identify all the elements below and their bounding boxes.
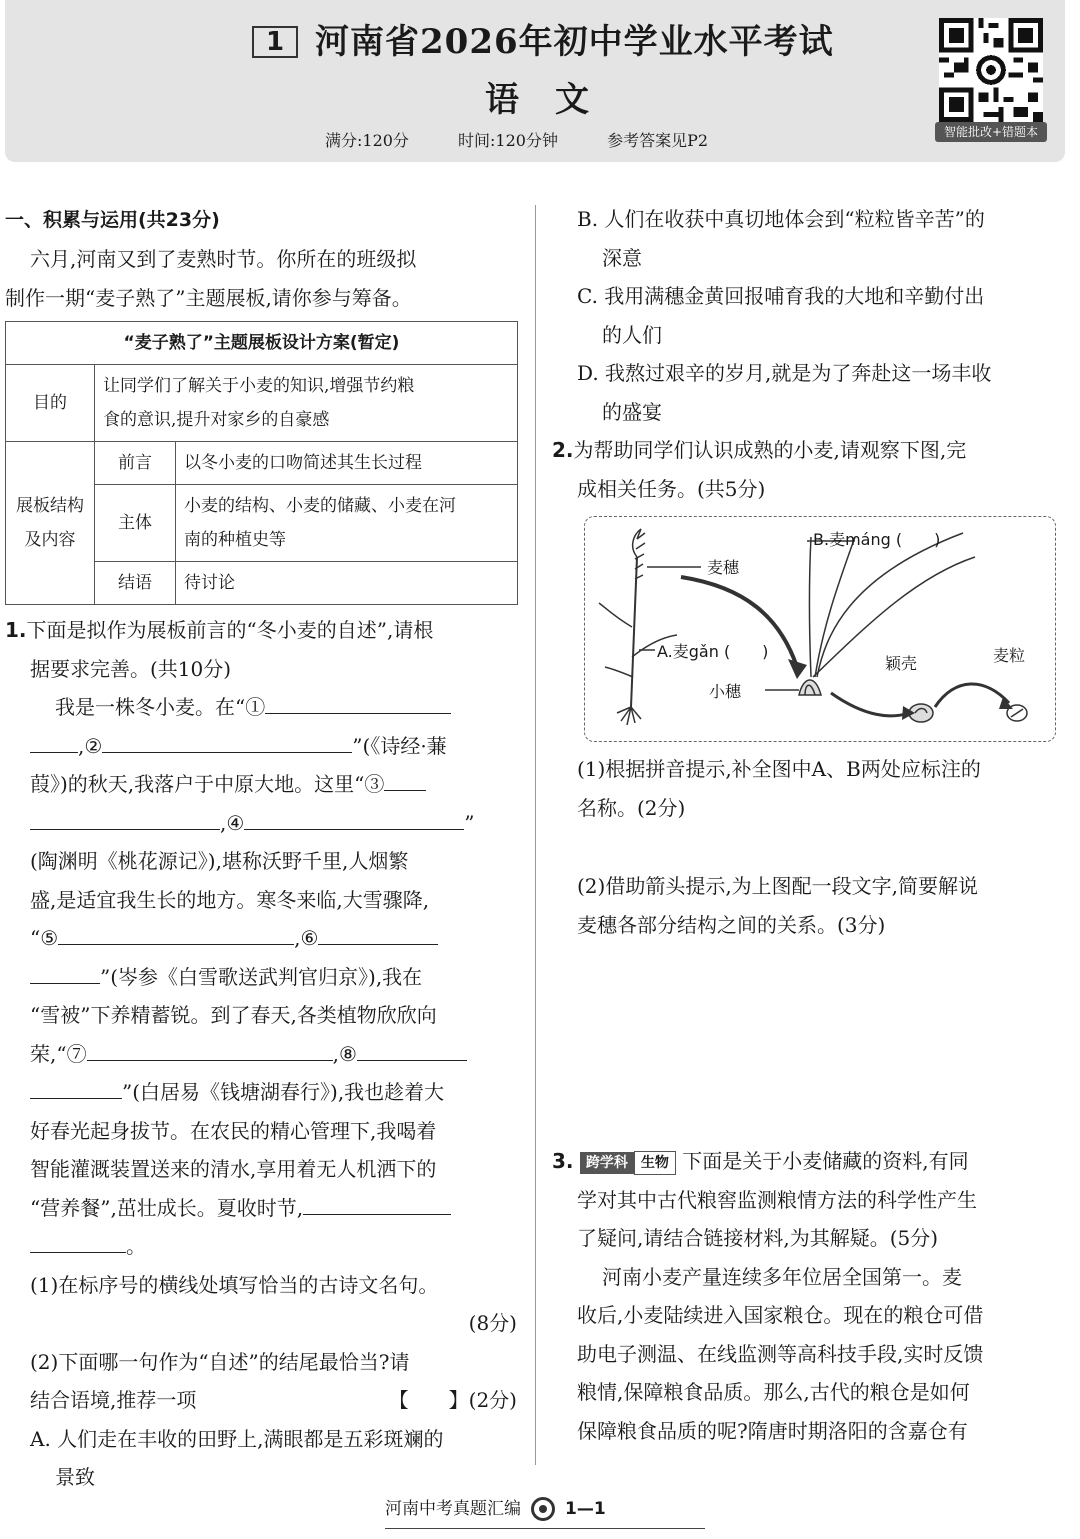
label-maisui: 麦穗 xyxy=(707,558,740,577)
blank-8[interactable] xyxy=(357,1036,467,1061)
q3-stem-line-1 xyxy=(552,1142,1066,1181)
left-column xyxy=(5,200,517,1497)
qr-code-icon[interactable] xyxy=(939,18,1043,122)
material-line-1: 河南小麦产量连续多年位居全国第一。麦 xyxy=(602,1264,962,1289)
intro-line-2: 制作一期“麦子熟了”主题展板,请你参与筹备。 xyxy=(5,285,412,310)
row-label-main: 主体 xyxy=(95,485,176,562)
tag-biology: 生物 xyxy=(634,1151,676,1175)
blank-7[interactable] xyxy=(87,1036,333,1061)
blank-1-cont[interactable] xyxy=(30,728,78,753)
option-a-line-2: 景致 xyxy=(55,1465,95,1489)
blank-2[interactable] xyxy=(102,728,352,753)
blank-6[interactable] xyxy=(318,920,438,945)
material-line-3: 助电子测温、在线监测等高科技手段,实时反馈 xyxy=(577,1341,984,1366)
q1-passage-line-13: 智能灌溉装置送来的清水,享用着无人机洒下的 xyxy=(30,1157,437,1181)
column-divider xyxy=(535,205,536,1465)
purpose-label: 目的 xyxy=(6,365,95,442)
option-a-line-1: A. 人们走在丰收的田野上,满眼都是五彩斑斓的 xyxy=(30,1426,444,1451)
q1-passage-line-1 xyxy=(5,688,517,727)
label-maili: 麦粒 xyxy=(993,646,1026,665)
q1-passage-line-15 xyxy=(5,1227,517,1266)
blank-3[interactable] xyxy=(384,766,426,791)
passage-marker-7: 荣,“⑦ xyxy=(30,1041,87,1066)
q3-number: 3. xyxy=(552,1149,574,1173)
q3-stem-line-3: 了疑问,请结合链接材料,为其解疑。(5分) xyxy=(577,1226,939,1250)
q1-passage-line-14 xyxy=(5,1189,517,1228)
footer-book-title: 河南中考真题汇编 xyxy=(385,1499,521,1519)
blank-3-cont[interactable] xyxy=(30,805,220,830)
exam-number: 1 xyxy=(252,26,298,58)
answer-bracket[interactable]: 【 】(2分) xyxy=(388,1388,517,1412)
passage-marker-5: “⑤ xyxy=(30,926,59,950)
q1-sub2-line-2 xyxy=(5,1381,517,1420)
q2-sub1-answer-space[interactable] xyxy=(552,827,1066,867)
structure-label-line-1: 展板结构 xyxy=(16,496,84,516)
row-label-ending: 结语 xyxy=(95,562,176,605)
q2-sub2-answer-space[interactable] xyxy=(552,944,1066,1142)
right-column xyxy=(552,200,1066,1450)
q1-stem-line-1 xyxy=(5,611,517,650)
structure-label-line-2: 及内容 xyxy=(24,530,76,550)
material-line-2: 收后,小麦陆续进入国家粮仓。现在的粮仓可借 xyxy=(577,1303,984,1327)
purpose-line-1: 让同学们了解关于小麦的知识,增强节约粮 xyxy=(103,376,415,396)
q1-passage-line-4 xyxy=(5,804,517,843)
logo-eye-icon xyxy=(531,1497,555,1521)
option-c-line-2: 的人们 xyxy=(602,322,662,347)
passage-text-3: ”(《诗经·蒹 xyxy=(352,733,447,758)
q1-number: 1. xyxy=(5,618,27,642)
blank-5[interactable] xyxy=(58,920,294,945)
q1-sub1: (1)在标序号的横线处填写恰当的古诗文名句。 xyxy=(30,1272,439,1297)
option-d-line-2: 的盛宴 xyxy=(602,399,662,424)
option-d-line-1: D. 我熬过艰辛的岁月,就是为了奔赴这一场丰收 xyxy=(577,361,992,385)
option-b-line-2: 深意 xyxy=(602,245,642,270)
label-b-awn: B.麦máng ( ) xyxy=(813,530,941,549)
exam-meta xyxy=(325,128,752,151)
passage-text-10: ”(岑参《白雪歌送武判官归京》),我在 xyxy=(100,964,423,989)
passage-marker-6: ,⑥ xyxy=(294,926,319,950)
passage-text-13: ”(白居易《钱塘湖春行》),我也趁着大 xyxy=(122,1080,445,1104)
q1-sub2-line-1: (2)下面哪一句作为“自述”的结尾最恰当?请 xyxy=(30,1349,410,1374)
q2-sub1-line-1: (1)根据拼音提示,补全图中A、B两处应标注的 xyxy=(577,757,981,781)
intro-line-1: 六月,河南又到了麦熟时节。你所在的班级拟 xyxy=(30,247,417,271)
design-plan-table xyxy=(5,321,518,605)
q1-passage-line-7 xyxy=(5,919,517,958)
wheat-structure-diagram xyxy=(584,516,1056,742)
passage-marker-4: ,④ xyxy=(220,810,245,835)
blank-6-cont[interactable] xyxy=(30,959,100,984)
page-number: 1—1 xyxy=(565,1499,606,1519)
q1-stem-text-1: 下面是拟作为展板前言的“冬小麦的自述”,请根 xyxy=(26,618,434,642)
row-text-main-line-2: 南的种植史等 xyxy=(184,530,286,550)
label-yingke: 颖壳 xyxy=(885,654,918,673)
row-text-main-line-1: 小麦的结构、小麦的储藏、小麦在河 xyxy=(184,496,456,516)
row-text-ending: 待讨论 xyxy=(176,562,518,605)
row-label-preface: 前言 xyxy=(95,442,176,485)
passage-marker-8: ,⑧ xyxy=(332,1041,357,1066)
material-line-5: 保障粮食品质的呢?隋唐时期洛阳的含嘉仓有 xyxy=(577,1418,968,1443)
row-text-main xyxy=(176,485,518,562)
wheat-illustration xyxy=(585,517,1055,741)
qr-label: 智能批改+错题本 xyxy=(935,122,1047,142)
q2-stem-text-1: 为帮助同学们认识成熟的小麦,请观察下图,完 xyxy=(573,438,967,462)
label-xiaosui: 小穗 xyxy=(709,682,742,701)
q1-sub2-text: 结合语境,推荐一项 xyxy=(30,1388,197,1412)
passage-text-17: 。 xyxy=(126,1234,146,1258)
q1-passage-line-9: “雪被”下养精蓄锐。到了春天,各类植物欣欣向 xyxy=(30,1003,437,1027)
exam-header xyxy=(5,0,1065,162)
exam-time: 时间:120分钟 xyxy=(458,131,558,150)
q3-stem-text-1: 下面是关于小麦储藏的资料,有同 xyxy=(682,1149,969,1173)
full-score: 满分:120分 xyxy=(325,131,409,150)
purpose-text xyxy=(95,365,518,442)
material-line-4: 粮情,保障粮食品质。那么,古代的粮仓是如何 xyxy=(577,1380,970,1404)
page-footer xyxy=(385,1494,705,1529)
q1-sub1-score: (8分) xyxy=(468,1311,517,1335)
q2-sub1-line-2: 名称。(2分) xyxy=(577,795,686,820)
q1-passage-line-3 xyxy=(5,765,517,804)
q2-stem-line-2: 成相关任务。(共5分) xyxy=(577,476,766,501)
q1-passage-line-12: 好春光起身拔节。在农民的精心管理下,我喝着 xyxy=(30,1118,437,1143)
label-a-stem: A.麦gǎn ( ) xyxy=(657,642,769,661)
section-title: 一、积累与运用(共23分) xyxy=(5,209,220,231)
blank-ending-cont[interactable] xyxy=(30,1228,126,1253)
q1-stem-line-2: 据要求完善。(共10分) xyxy=(30,656,232,681)
q1-passage-line-6: 盛,是适宜我生长的地方。寒冬来临,大雪骤降, xyxy=(30,887,430,912)
passage-text-6: ” xyxy=(464,810,475,835)
row-text-preface: 以冬小麦的口吻简述其生长过程 xyxy=(176,442,518,485)
table-caption: “麦子熟了”主题展板设计方案(暂定) xyxy=(6,322,518,365)
q3-stem-line-2: 学对其中古代粮窖监测粮情方法的科学性产生 xyxy=(577,1187,977,1212)
exam-title: 河南省2026年初中学业水平考试 xyxy=(315,22,834,62)
q2-sub2-line-1: (2)借助箭头提示,为上图配一段文字,简要解说 xyxy=(577,874,979,898)
passage-marker-2: ,② xyxy=(78,733,103,758)
subject-title: 语文 xyxy=(485,80,625,120)
option-c-line-1: C. 我用满穗金黄回报哺育我的大地和辛勤付出 xyxy=(577,284,985,308)
passage-text-16: “营养餐”,茁壮成长。夏收时节, xyxy=(30,1195,304,1220)
structure-label xyxy=(6,442,95,605)
q2-stem-line-1 xyxy=(552,431,1066,470)
blank-8-cont[interactable] xyxy=(30,1074,122,1099)
q1-passage-line-8 xyxy=(5,958,517,997)
blank-ending[interactable] xyxy=(303,1190,451,1215)
blank-4[interactable] xyxy=(244,805,464,830)
purpose-line-2: 食的意识,提升对家乡的自豪感 xyxy=(103,410,330,430)
option-b-line-1: B. 人们在收获中真切地体会到“粒粒皆辛苦”的 xyxy=(577,207,985,231)
q2-sub2-line-2: 麦穗各部分结构之间的关系。(3分) xyxy=(577,912,886,937)
answer-reference: 参考答案见P2 xyxy=(607,131,709,150)
q1-passage-line-11 xyxy=(5,1073,517,1112)
q2-number: 2. xyxy=(552,438,574,462)
tag-interdisciplinary: 跨学科 xyxy=(580,1152,634,1174)
q1-passage-line-5: (陶渊明《桃花源记》),堪称沃野千里,人烟繁 xyxy=(30,849,409,873)
passage-text-1: 我是一株冬小麦。在“① xyxy=(55,695,266,719)
q1-passage-line-2 xyxy=(5,727,517,766)
passage-text-4: 葭》)的秋天,我落户于中原大地。这里“③ xyxy=(30,772,385,796)
blank-1[interactable] xyxy=(265,689,451,714)
q1-passage-line-10 xyxy=(5,1035,517,1074)
